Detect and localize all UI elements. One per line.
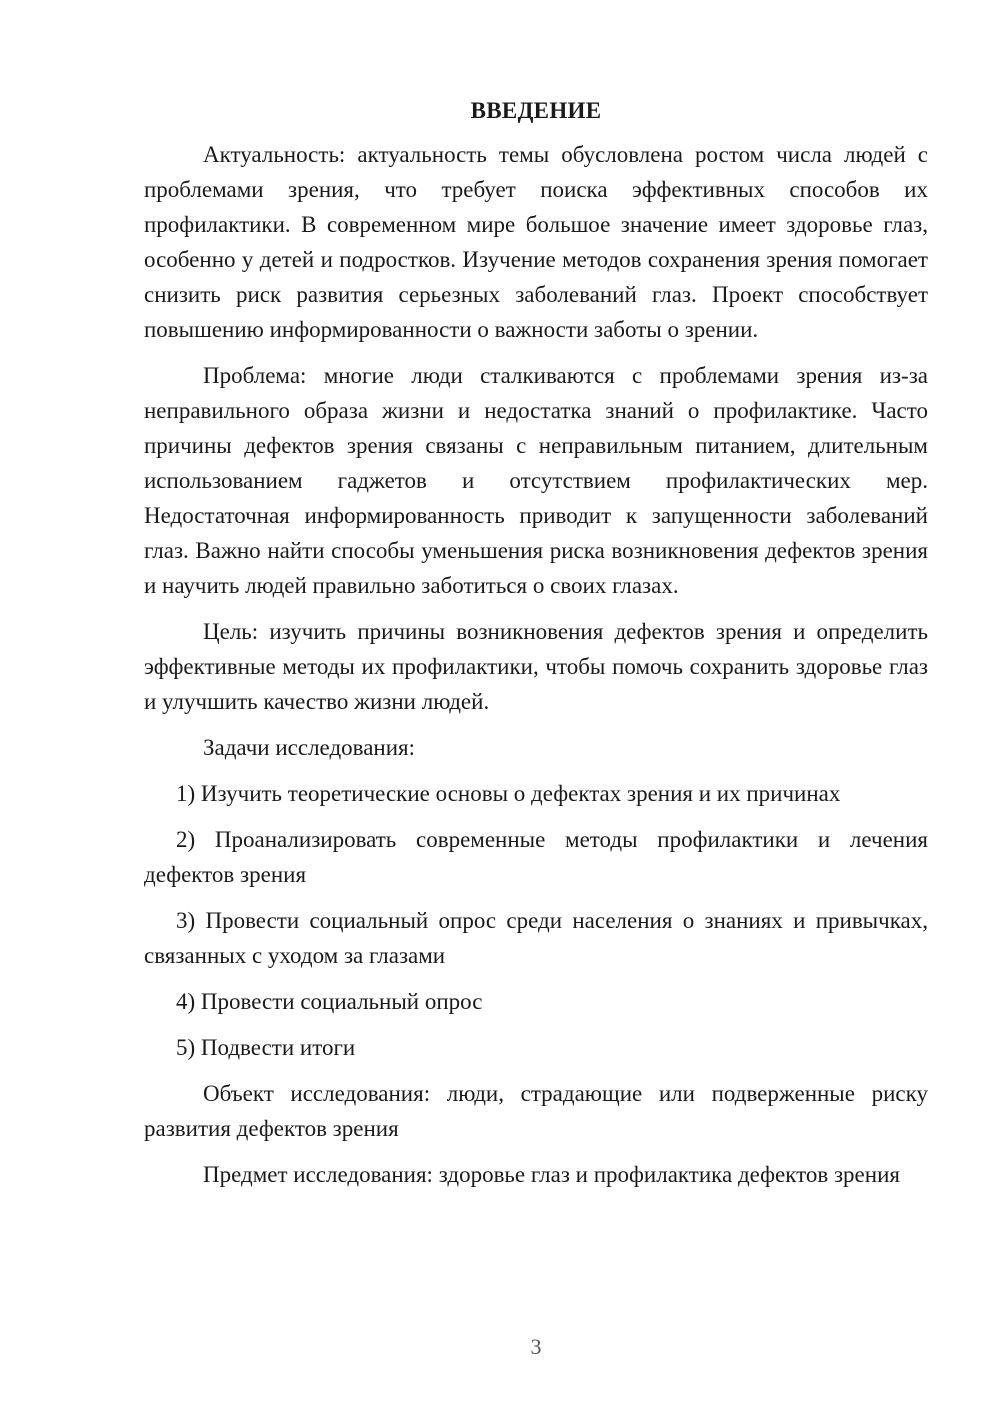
page-content [144, 97, 928, 1192]
task-item-4: 4) Провести социальный опрос [176, 989, 483, 1014]
goal-paragraph: Цель: изучить причины возникновения дефектов зрения и определить эффективные методы их профилактики, чтобы помочь сохранить здоровье глаз и улучшить качество жизни людей. [144, 619, 928, 714]
task-item-2: 2) Проанализировать современные методы профилактики и лечения дефектов зрения [144, 827, 928, 887]
relevance-paragraph: Актуальность: актуальность темы обусловлена ростом числа людей с проблемами зрения, что требует поиска эффективных способов их профилактики. В современном мире большое значение имеет здоровье глаз, особенно у детей и подростков. Изучение методов сохранения зрения помогает снизить риск развития серьезных заболеваний глаз. Проект способствует повышению информированности о важности заботы о зрении. [144, 142, 928, 342]
problem-paragraph: Проблема: многие люди сталкиваются с проблемами зрения из-за неправильного образа жизни и недостатка знаний о профилактике. Часто причины дефектов зрения связаны с неправильным питанием, длительным использованием гаджетов и отсутствием профилактических мер. Недостаточная информированность приводит к запущенности заболеваний глаз. Важно найти способы уменьшения риска возникновения дефектов зрения и научить людей правильно заботиться о своих глазах. [144, 363, 928, 598]
task-item-1: 1) Изучить теоретические основы о дефектах зрения и их причинах [176, 781, 841, 806]
task-item-3: 3) Провести социальный опрос среди населения о знаниях и привычках, связанных с уходом за глазами [144, 908, 928, 968]
research-subject-paragraph: Предмет исследования: здоровье глаз и профилактика дефектов зрения [203, 1162, 900, 1187]
section-title: ВВЕДЕНИЕ [470, 98, 602, 123]
page-number: 3 [530, 1334, 542, 1359]
tasks-heading: Задачи исследования: [203, 735, 416, 760]
task-item-5: 5) Подвести итоги [176, 1035, 356, 1060]
research-object-paragraph: Объект исследования: люди, страдающие или подверженные риску развития дефектов зрения [144, 1081, 928, 1141]
